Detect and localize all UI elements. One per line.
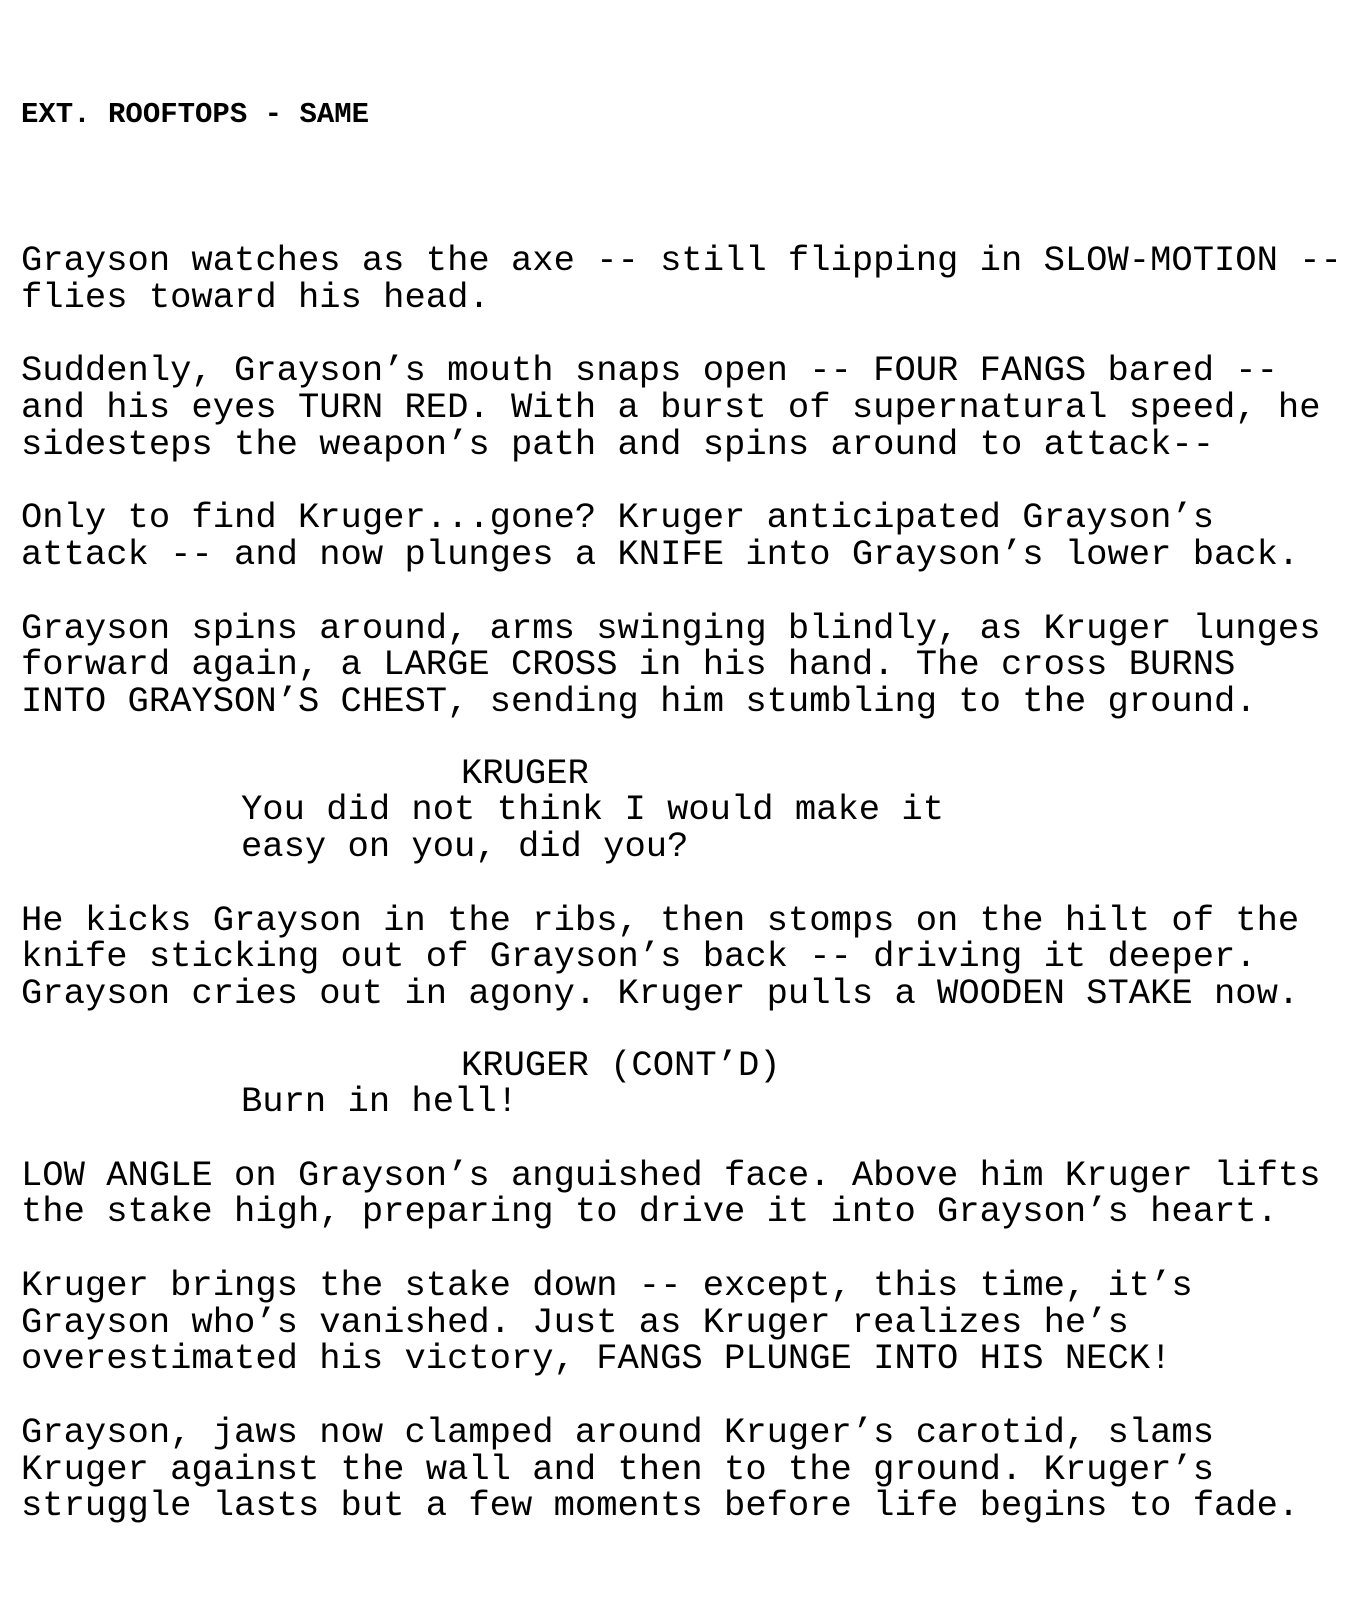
- action-paragraph: [21, 899, 1361, 1015]
- action-paragraph: [21, 497, 1361, 576]
- action-paragraph: [21, 240, 1361, 318]
- action-line: sidesteps the weapon’s path and spins around to attack--: [21, 423, 1214, 465]
- dialogue-block: [21, 1081, 1361, 1123]
- action-line: Grayson, jaws now clamped around Kruger’s carotid, slams: [21, 1411, 1214, 1453]
- dialogue-line: easy on you, did you?: [241, 826, 689, 868]
- action-line: He kicks Grayson in the ribs, then stomps on the hilt of the: [21, 899, 1300, 941]
- dialogue-line: Burn in hell!: [241, 1081, 518, 1123]
- action-paragraph: [21, 350, 1361, 465]
- script-body: [21, 240, 1361, 1527]
- action-paragraph: [21, 607, 1361, 723]
- action-line: Suddenly, Grayson’s mouth snaps open -- FOUR FANGS bared --: [21, 350, 1278, 392]
- action-line: LOW ANGLE on Grayson’s anguished face. Above him Kruger lifts: [21, 1154, 1321, 1196]
- action-line: and his eyes TURN RED. With a burst of supernatural speed, he: [21, 387, 1321, 429]
- action-line: Grayson watches as the axe -- still flipping in SLOW-MOTION --: [21, 240, 1342, 282]
- screenplay-page: [21, 22, 1361, 1599]
- action-line: Grayson cries out in agony. Kruger pulls a WOODEN STAKE now.: [21, 973, 1300, 1015]
- action-line: Only to find Kruger...gone? Kruger anticipated Grayson’s: [21, 497, 1214, 539]
- character-cue: KRUGER (CONT’D): [461, 1044, 781, 1086]
- action-line: INTO GRAYSON’S CHEST, sending him stumbling to the ground.: [21, 681, 1257, 723]
- action-line: overestimated his victory, FANGS PLUNGE INTO HIS NECK!: [21, 1338, 1172, 1380]
- dialogue-line: You did not think I would make it: [241, 789, 945, 831]
- action-line: Grayson who’s vanished. Just as Kruger realizes he’s: [21, 1301, 1129, 1343]
- action-paragraph: [21, 1411, 1361, 1527]
- action-line: Kruger brings the stake down -- except, this time, it’s: [21, 1264, 1193, 1306]
- action-line: knife sticking out of Grayson’s back -- driving it deeper.: [21, 936, 1257, 978]
- action-line: Kruger against the wall and then to the ground. Kruger’s: [21, 1448, 1214, 1490]
- action-line: struggle lasts but a few moments before life begins to fade.: [21, 1485, 1300, 1527]
- scene-heading: EXT. ROOFTOPS - SAME: [21, 97, 370, 131]
- action-line: the stake high, preparing to drive it into Grayson’s heart.: [21, 1191, 1278, 1233]
- character-cue: KRUGER: [461, 752, 589, 794]
- action-line: forward again, a LARGE CROSS in his hand. The cross BURNS: [21, 644, 1236, 686]
- action-line: attack -- and now plunges a KNIFE into Grayson’s lower back.: [21, 534, 1300, 576]
- action-line: Grayson spins around, arms swinging blindly, as Kruger lunges: [21, 607, 1321, 649]
- action-paragraph: [21, 1154, 1361, 1233]
- action-paragraph: [21, 1264, 1361, 1380]
- dialogue-block: [21, 789, 1361, 868]
- action-line: flies toward his head.: [21, 276, 490, 318]
